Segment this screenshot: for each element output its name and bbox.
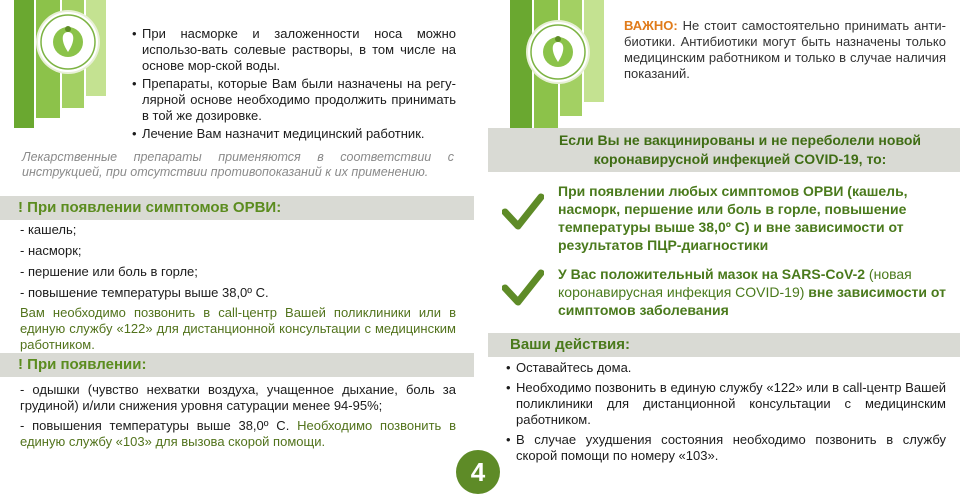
section-title: ! При появлении: xyxy=(18,356,147,373)
page-number: 4 xyxy=(456,450,500,494)
decor-stripe xyxy=(14,0,34,128)
action-item: • Необходимо позвонить в единую службу «122» или в call-центр Вашей поликлиники для дистанционной консультации с медицинским работником. xyxy=(516,380,946,428)
checkmark-icon xyxy=(502,192,544,232)
positive-test-bold-end: вне зависимости от симптомов заболевания xyxy=(558,284,946,318)
emergency-item-text: - повышения температуры выше 38,0º С. xyxy=(20,418,298,433)
positive-test-bold: У Вас положительный мазок на SARS-CoV-2 xyxy=(558,266,866,282)
medication-note: Лекарственные препараты применяются в соответствии с инструкцией, при отсутствии противопоказаний к их применению. xyxy=(22,150,454,179)
important-label: ВАЖНО: xyxy=(624,18,678,33)
section-title: ! При появлении симптомов ОРВИ: xyxy=(18,199,282,216)
call-instruction: Вам необходимо позвонить в call-центр Вашей поликлиники или в единую службу «122» для дистанционной консультации с медицинским работником. xyxy=(20,305,456,352)
intro-bullet: • Лечение Вам назначит медицинский работник. xyxy=(142,126,456,142)
important-text: Не стоит самостоятельно принимать анти-биотики. Антибиотики могут быть назначены только медицинским работником и только в случае наличия показаний. xyxy=(624,18,946,81)
emergency-item: - одышки (чувство нехватки воздуха, учащенное дыхание, боль за грудиной) и/или снижения уровня сатурации менее 94-95%; xyxy=(20,382,456,413)
action-item: • В случае ухудшения состояния необходимо позвонить в службу скорой помощи по номеру «103». xyxy=(516,432,946,464)
condition-unvaccinated-symptoms: При появлении любых симптомов ОРВИ (кашель, насморк, першение или боль в горле, повышение температуры выше 38,0º С) и вне зависимости от результатов ПЦР-диагностики xyxy=(558,183,908,253)
emergency-call-text: Необходимо позвонить в единую службу «103» для вызова скорой помощи. xyxy=(20,418,456,449)
symptom-item: - насморк; xyxy=(20,243,82,258)
important-note xyxy=(624,18,946,82)
condition-positive-test xyxy=(558,265,946,319)
symptom-item: - кашель; xyxy=(20,222,77,237)
positive-test-note: (новая коронавирусная инфекция COVID-19) xyxy=(558,266,912,300)
actions-title: Ваши действия: xyxy=(510,336,631,353)
action-item: • Оставайтесь дома. xyxy=(516,360,946,376)
checkmark-icon xyxy=(502,268,544,308)
symptom-item: - першение или боль в горле; xyxy=(20,264,198,279)
nmic-logo xyxy=(528,22,588,82)
intro-bullet: • При насморке и заложенности носа можно использо-вать солевые растворы, в том числе на основе мор-ской воды. xyxy=(142,26,456,74)
symptom-item: - повышение температуры выше 38,0º С. xyxy=(20,285,269,300)
nmic-logo xyxy=(38,12,98,72)
intro-bullet: • Препараты, которые Вам были назначены на регу-лярной основе необходимо продолжить принимать в той же дозировке. xyxy=(142,76,456,124)
emergency-item xyxy=(20,418,456,450)
covid-banner-text: Если Вы не вакцинированы и не переболели новой коронавирусной инфекцией COVID-19, то: xyxy=(558,132,922,167)
